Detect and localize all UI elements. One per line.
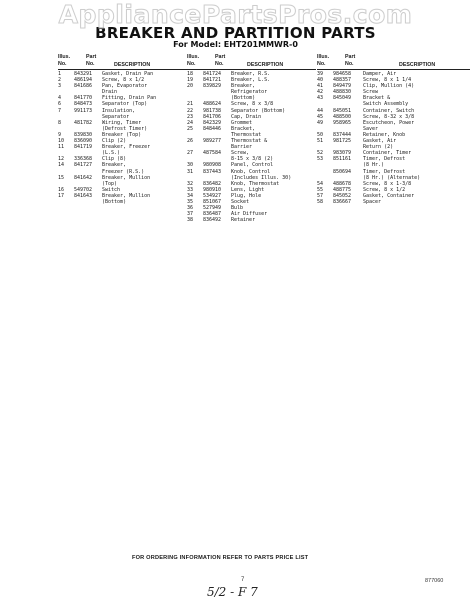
illus-number: 38: [187, 217, 194, 224]
handwritten-mark: 5/2 - F 7: [207, 585, 258, 599]
illus-number: 18: [187, 71, 194, 77]
illus-number: 25: [187, 125, 194, 132]
part-number: 980910: [203, 186, 222, 193]
illus-number: 41: [317, 83, 324, 90]
part-number: 984658: [333, 71, 352, 77]
illus-number: 31: [187, 168, 194, 175]
part-number: 850694: [333, 168, 352, 175]
part-number: 841719: [74, 144, 93, 151]
table-row: [317, 138, 470, 150]
parts-column-2: [187, 53, 316, 223]
illus-number: 37: [187, 211, 194, 218]
table-row: [187, 150, 316, 162]
part-number: 981738: [203, 107, 222, 114]
part-description: Plug, Hole: [231, 192, 262, 199]
part-number: 336368: [74, 156, 93, 163]
table-row: [187, 126, 316, 138]
illus-number: 43: [317, 95, 324, 102]
part-number: 845049: [333, 95, 352, 102]
header-part: Part No.: [215, 54, 226, 67]
part-number: 488830: [333, 89, 352, 96]
illus-number: 9: [58, 131, 62, 138]
part-number: 527949: [203, 205, 222, 212]
watermark-text: AppliancePartsPros.com: [58, 0, 413, 29]
part-number: 836487: [203, 211, 222, 218]
part-number: 488775: [333, 186, 352, 193]
table-row: [317, 95, 470, 107]
part-number: 841706: [203, 113, 222, 120]
part-number: 481782: [74, 119, 93, 126]
part-number: 841724: [203, 71, 222, 77]
illus-number: 54: [317, 180, 324, 187]
illus-number: 34: [187, 192, 194, 199]
part-description: Thermostat & Barrier: [231, 138, 268, 151]
header-description: DESCRIPTION: [247, 61, 284, 68]
part-description: Gasket, Container: [363, 192, 415, 199]
illus-number: 11: [58, 144, 65, 151]
part-number: 488500: [333, 113, 352, 120]
illus-number: 36: [187, 205, 194, 212]
part-description: Retainer: [231, 217, 256, 224]
part-number: 841727: [74, 162, 93, 169]
table-row: [317, 199, 470, 205]
part-description: Screw, 8 x 1-3/8: [363, 180, 412, 187]
part-number: 848446: [203, 125, 222, 132]
part-description: Grommet: [231, 119, 253, 126]
part-number: 841642: [74, 174, 93, 181]
table-row: [58, 175, 188, 187]
illus-number: 45: [317, 113, 324, 120]
part-number: 843291: [74, 71, 93, 77]
part-description: Pan, Evaporator Drain: [102, 83, 148, 96]
illus-number: 23: [187, 113, 194, 120]
illus-number: 30: [187, 162, 194, 169]
illus-number: 21: [187, 101, 194, 108]
part-description: Timer, Defrost (8 Hr.) (Alternate): [363, 168, 421, 181]
table-row: [58, 108, 188, 120]
part-number: 487584: [203, 150, 222, 157]
illus-number: 50: [317, 131, 324, 138]
table-row: [317, 169, 470, 181]
header-part: Part No.: [86, 54, 97, 67]
part-number: 845051: [333, 107, 352, 114]
illus-number: 7: [58, 107, 62, 114]
illus-number: 32: [187, 180, 194, 187]
part-number: 841643: [74, 192, 93, 199]
part-description: Clip, Mullion (4): [363, 83, 415, 90]
part-number: 845052: [333, 192, 352, 199]
header-illus: Illus. No.: [187, 54, 200, 67]
part-number: 842329: [203, 119, 222, 126]
illus-number: 57: [317, 192, 324, 199]
part-description: Damper, Air: [363, 71, 397, 77]
part-description: Separator (Top): [102, 101, 148, 108]
part-description: Breaker, Freezer (R.S.): [102, 162, 145, 175]
part-description: Wiring, Timer (Defrost Timer): [102, 119, 148, 132]
parts-rows: [58, 71, 188, 205]
illus-number: 8: [58, 119, 62, 126]
illus-number: 22: [187, 107, 194, 114]
part-description: Screw, 8-15 x 3/8 (2): [231, 150, 274, 163]
header-illus: Illus. No.: [317, 54, 330, 67]
part-number: 983079: [333, 150, 352, 157]
part-number: 841686: [74, 83, 93, 90]
parts-rows: [187, 71, 316, 223]
parts-table: [58, 53, 470, 293]
part-description: Switch: [102, 186, 121, 193]
part-number: 836482: [203, 180, 222, 187]
part-description: Lens, Light: [231, 186, 265, 193]
model-subtitle: For Model: EHT201MMWR-0: [173, 40, 298, 49]
part-description: Bracket, Thermostat: [231, 125, 262, 138]
part-number: 981725: [333, 138, 352, 145]
part-description: Container, Timer: [363, 150, 412, 157]
table-row: [58, 83, 188, 95]
illus-number: 44: [317, 107, 324, 114]
header-description: DESCRIPTION: [114, 61, 151, 68]
part-description: Screw, 8 x 1 1/4: [363, 77, 412, 84]
illus-number: 42: [317, 89, 324, 96]
part-description: Knob, Control (Includes Illus. 30): [231, 168, 292, 181]
part-number: 849479: [333, 83, 352, 90]
part-description: Escutcheon, Power Saver: [363, 119, 415, 132]
part-number: 836667: [333, 198, 352, 205]
part-description: Separator (Bottom): [231, 107, 286, 114]
part-description: Breaker, Refrigerator (Bottom): [231, 83, 268, 102]
part-number: 488624: [203, 101, 222, 108]
part-number: 958965: [333, 119, 352, 126]
illus-number: 49: [317, 119, 324, 126]
table-row: [187, 138, 316, 150]
illus-number: 1: [58, 71, 62, 77]
ordering-note: FOR ORDERING INFORMATION REFER TO PARTS PRICE LIST: [132, 555, 309, 561]
illus-number: 58: [317, 198, 324, 205]
illus-number: 10: [58, 138, 65, 145]
illus-number: 16: [58, 186, 65, 193]
illus-number: 33: [187, 186, 194, 193]
part-description: Fitting, Drain Pan: [102, 95, 157, 102]
illus-number: 52: [317, 150, 324, 157]
part-number: 488678: [333, 180, 352, 187]
part-description: Timer, Defrost (8 Hr.): [363, 156, 406, 169]
illus-number: 20: [187, 83, 194, 90]
part-description: Clip (2): [102, 138, 127, 145]
part-number: 989277: [203, 138, 222, 145]
table-row: [187, 217, 316, 223]
illus-number: 27: [187, 150, 194, 157]
column-header: [317, 53, 470, 70]
table-row: [58, 193, 188, 205]
part-description: Screw, 8 x 1/2: [102, 77, 145, 84]
part-description: Container, Switch: [363, 107, 415, 114]
part-number: 848473: [74, 101, 93, 108]
header-part: Part No.: [345, 54, 356, 67]
part-description: Breaker, Mullion (Top): [102, 174, 151, 187]
illus-number: 51: [317, 138, 324, 145]
parts-rows: [317, 71, 470, 205]
part-description: Breaker, L.S.: [231, 77, 271, 84]
part-description: Spacer: [363, 198, 382, 205]
illus-number: 53: [317, 156, 324, 163]
header-description: DESCRIPTION: [399, 61, 436, 68]
part-number: 851161: [333, 156, 352, 163]
table-row: [58, 120, 188, 132]
part-description: Gasket, Air Return (2): [363, 138, 397, 151]
part-number: 836090: [74, 138, 93, 145]
table-row: [317, 156, 470, 168]
part-number: 839830: [74, 131, 93, 138]
part-description: Socket: [231, 198, 250, 205]
part-description: Bracket & Switch Assembly: [363, 95, 409, 108]
part-number: 841721: [203, 77, 222, 84]
illus-number: 2: [58, 77, 62, 84]
part-description: Panel, Control: [231, 162, 274, 169]
part-description: Bulb: [231, 205, 244, 212]
illus-number: 4: [58, 95, 62, 102]
part-description: Retainer, Knob: [363, 131, 406, 138]
part-description: Breaker (Top): [102, 131, 142, 138]
illus-number: 55: [317, 186, 324, 193]
part-number: 980908: [203, 162, 222, 169]
document-code: 877060: [425, 578, 444, 584]
part-description: Breaker, R.S.: [231, 71, 271, 77]
illus-number: 26: [187, 138, 194, 145]
part-description: Air Diffuser: [231, 211, 268, 218]
illus-number: 15: [58, 174, 65, 181]
part-description: Cap, Drain: [231, 113, 262, 120]
part-description: Insulation, Separator: [102, 107, 136, 120]
part-number: 488357: [333, 77, 352, 84]
part-description: Screw, 8-32 x 3/8: [363, 113, 415, 120]
illus-number: 19: [187, 77, 194, 84]
illus-number: 3: [58, 83, 62, 90]
header-illus: Illus. No.: [58, 54, 71, 67]
parts-column-1: [58, 53, 188, 205]
parts-column-3: [317, 53, 470, 205]
part-number: 841770: [74, 95, 93, 102]
part-number: 851067: [203, 198, 222, 205]
table-row: [58, 144, 188, 156]
part-number: 991173: [74, 107, 93, 114]
part-number: 839829: [203, 83, 222, 90]
illus-number: 24: [187, 119, 194, 126]
part-number: 534927: [203, 192, 222, 199]
table-row: [317, 120, 470, 132]
part-description: Screw: [363, 89, 379, 96]
part-number: 837443: [203, 168, 222, 175]
part-description: Breaker, Mullion (Bottom): [102, 192, 151, 205]
page-number: 7: [241, 577, 245, 583]
illus-number: 6: [58, 101, 62, 108]
table-row: [187, 83, 316, 101]
table-row: [187, 169, 316, 181]
part-description: Screw, 8 x 1/2: [363, 186, 406, 193]
part-number: 549702: [74, 186, 93, 193]
illus-number: 17: [58, 192, 65, 199]
illus-number: 14: [58, 162, 65, 169]
illus-number: 12: [58, 156, 65, 163]
table-row: [58, 162, 188, 174]
part-number: 837444: [333, 131, 352, 138]
column-header: [187, 53, 316, 70]
part-description: Screw, 8 x 3/8: [231, 101, 274, 108]
part-description: Clip (8): [102, 156, 127, 163]
column-header: [58, 53, 188, 70]
part-description: Gasket, Drain Pan: [102, 71, 154, 77]
illus-number: 40: [317, 77, 324, 84]
page-title: BREAKER AND PARTITION PARTS: [95, 24, 376, 42]
illus-number: 39: [317, 71, 324, 77]
part-number: 486194: [74, 77, 93, 84]
part-description: Knob, Thermostat: [231, 180, 280, 187]
part-description: Breaker, Freezer (L.S.): [102, 144, 151, 157]
part-number: 836492: [203, 217, 222, 224]
illus-number: 35: [187, 198, 194, 205]
